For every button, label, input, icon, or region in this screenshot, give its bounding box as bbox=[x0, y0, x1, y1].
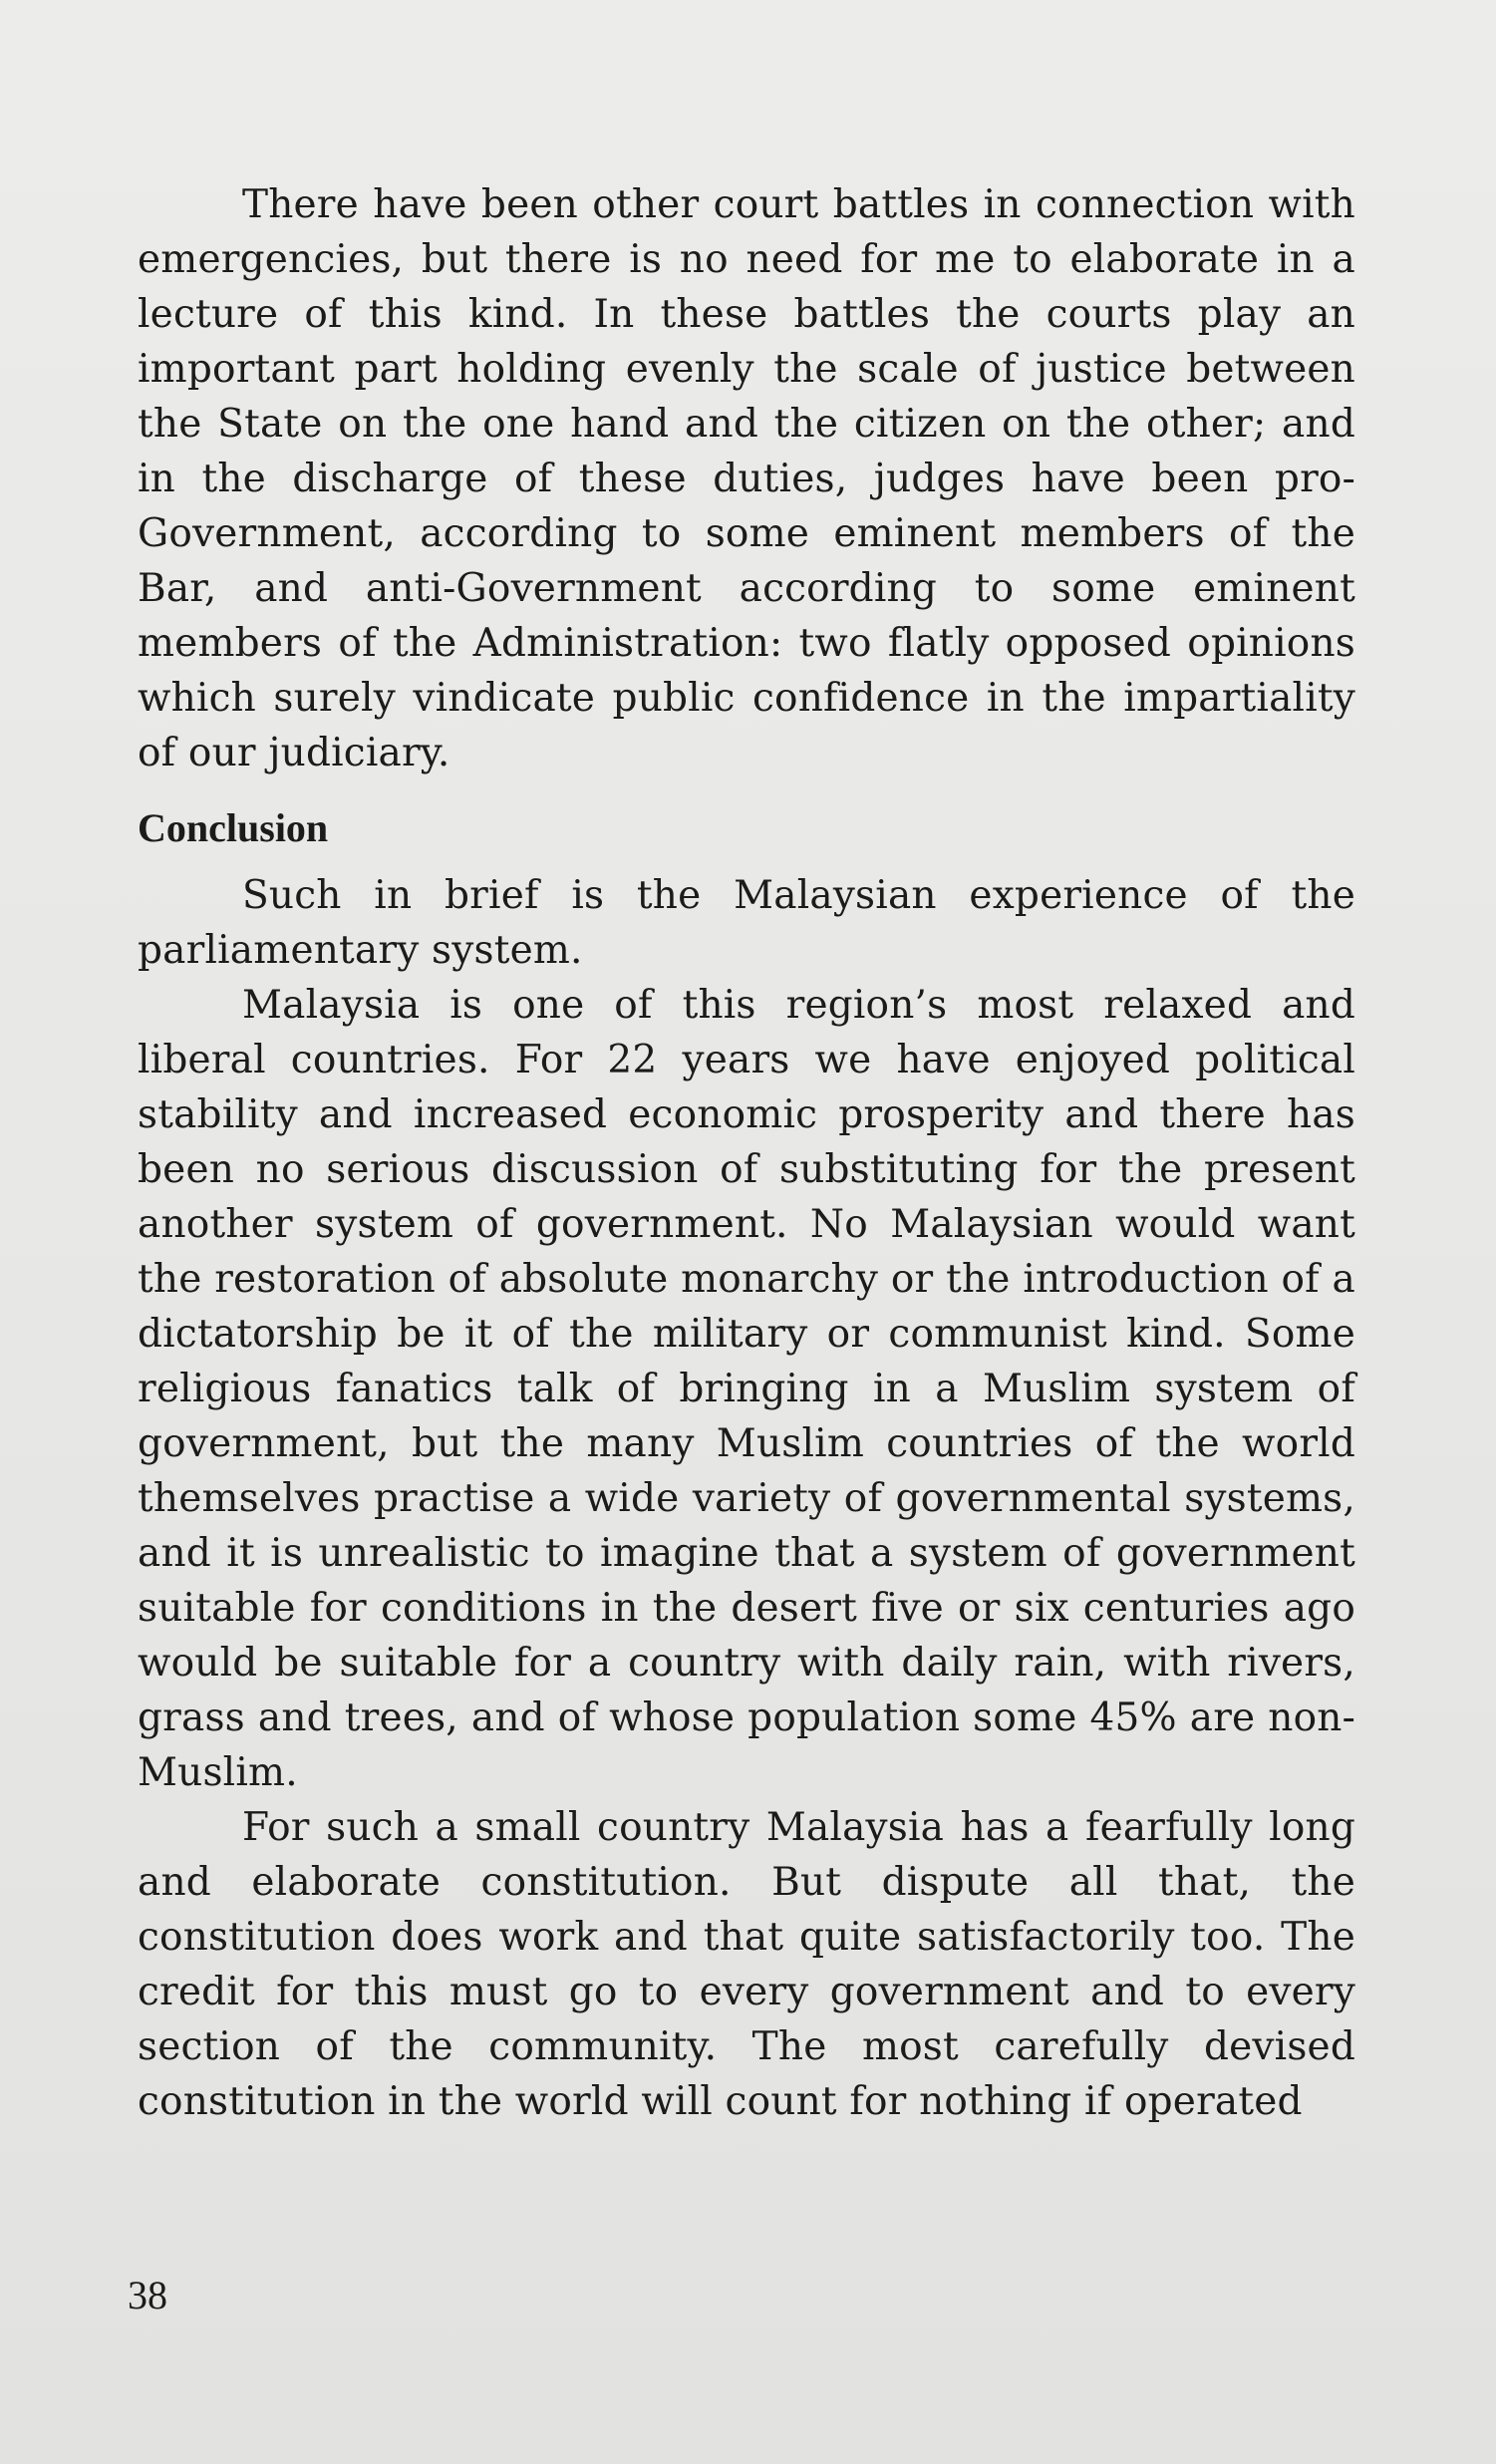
body-paragraph: For such a small country Malaysia has a fearfully long and elaborate constitution. But dispute all that, the constitution does work and that quite satisfactorily too. The credit for this must go to every government and to every section of the community. The most carefully devised constitution in the world will count for nothing if operated bbox=[138, 1805, 1355, 2124]
section-heading: Conclusion bbox=[138, 805, 329, 850]
body-paragraph: Such in brief is the Malaysian experience of the parliamentary system. bbox=[138, 873, 1355, 973]
page-number: 38 bbox=[128, 2273, 167, 2317]
page-content bbox=[138, 177, 1355, 2129]
body-paragraph: There have been other court battles in connection with emergencies, but there is no need for me to elaborate in a lecture of this kind. In these battles the courts play an important part holding evenly the scale of justice between the State on the one hand and the citizen on the other; and in the discharge of these duties, judges have been pro-Government, according to some eminent members of the Bar, and anti-Government according to some eminent members of the Administration: two flatly opposed opinions which surely vindicate public confidence in the impartiality of our judiciary. bbox=[138, 182, 1355, 775]
body-paragraph: Malaysia is one of this region’s most relaxed and liberal countries. For 22 years we have enjoyed political stability and increased economic prosperity and there has been no serious discussion of substituting for the present another system of government. No Malaysian would want the restoration of absolute monarchy or the introduction of a dictatorship be it of the military or communist kind. Some religious fanatics talk of bringing in a Muslim system of government, but the many Muslim countries of the world themselves practise a wide variety of governmental systems, and it is unrealistic to imagine that a system of government suitable for conditions in the desert five or six centuries ago would be suitable for a country with daily rain, with rivers, grass and trees, and of whose population some 45% are non-Muslim. bbox=[138, 983, 1355, 1795]
